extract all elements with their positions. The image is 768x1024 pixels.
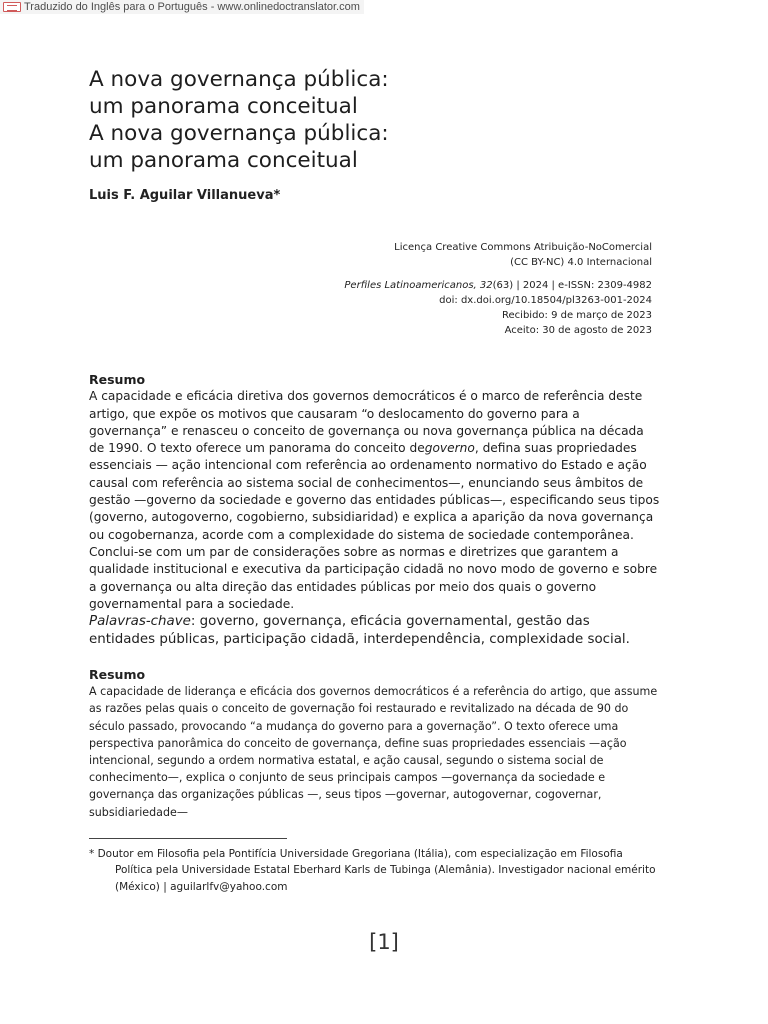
author-name: Luis F. Aguilar Villanueva* <box>89 188 281 203</box>
accepted-date: Aceito: 30 de agosto de 2023 <box>504 325 652 336</box>
translation-banner[interactable] <box>0 0 364 14</box>
received-date: Recibido: 9 de março de 2023 <box>502 310 652 321</box>
keywords-text: : governo, governança, eficácia governamental, gestão das entidades públicas, participação cidadã, interdependência, complexidade social. <box>89 614 630 647</box>
second-abstract-section <box>89 666 661 821</box>
journal-line <box>344 278 652 293</box>
license-line: Licença Creative Commons Atribuição-NoComercial <box>394 242 652 253</box>
keywords <box>89 613 649 649</box>
page-number: [1] <box>369 930 399 954</box>
title-line: A nova governança pública: <box>89 121 389 146</box>
author-footnote: * Doutor em Filosofia pela Pontifícia Universidade Gregoriana (Itália), com especialização em Filosofia Política pela Universidade Estatal Eberhard Karls de Tubinga (Alemânia). Investigador nacional emérito (México) | aguilarlfv@yahoo.com <box>89 848 656 893</box>
title-line: um panorama conceitual <box>89 94 358 119</box>
publication-meta <box>344 278 652 338</box>
abstract-text <box>89 388 661 613</box>
keywords-label: Palavras-chave <box>89 614 191 629</box>
license-line: (CC BY-NC) 4.0 Internacional <box>510 257 652 268</box>
title-line: A nova governança pública: <box>89 67 389 92</box>
abstract-italic-term: governo <box>424 441 475 456</box>
banner-text[interactable]: Traduzido do Inglês para o Português - www.onlinedoctranslator.com <box>24 1 360 13</box>
translate-icon <box>3 2 21 12</box>
license-block <box>394 240 652 270</box>
abstract-section <box>89 371 661 613</box>
second-abstract-text: A capacidade de liderança e eficácia dos governos democráticos é a referência do artigo, que assume as razões pelas quais o conceito de governação foi restaurado e revitalizado na década de 90 do século passado, provocando “a mudança do governo para a governação”. O texto oferece uma perspectiva panorâmica do conceito de governança, define suas propriedades essenciais —ação intencional, segundo a ordem normativa estatal, e ação causal, segundo o sistema social de conhecimento—, explica o conjunto de seus principais campos —governança da sociedade e governança das organizações públicas —, seus tipos —governar, autogovernar, cogovernar, subsidiariedade— <box>89 685 658 819</box>
footnote-divider <box>89 838 287 839</box>
abstract-heading: Resumo <box>89 372 146 387</box>
doi-line[interactable]: doi: dx.doi.org/10.18504/pl3263-001-2024 <box>439 295 652 306</box>
article-title <box>89 66 389 174</box>
title-line: um panorama conceitual <box>89 148 358 173</box>
second-abstract-heading: Resumo <box>89 667 146 682</box>
abstract-text-b: , defina suas propriedades essenciais — ação intencional com referência ao ordenamento normativo do Estado e ação causal com referência ao sistema social de conhecimentos—, enunciando seus âmbitos de gestão —governo da sociedade e governo das entidades públicas—, especificando seus tipos (governo, autogoverno, cogobierno, subsidiaridad) e explica a aparição da nova governança ou cogobernanza, acorde com a complexidade do sistema de sociedade contemporânea. Conclui-se com um par de considerações sobre as normas e diretrizes que garantem a qualidade institucional e executiva da participação cidadã no novo modo de governo e sobre a governança ou alta direção das entidades públicas por meio dos quais o governo governamental para a sociedade. <box>89 441 660 611</box>
journal-name: Perfiles Latinoamericanos, 32 <box>344 280 493 291</box>
journal-issue: (63) | 2024 | e-ISSN: 2309-4982 <box>492 280 652 291</box>
abstract-text-a: A capacidade e eficácia diretiva dos governos democráticos é o marco de referência deste artigo, que expõe os motivos que causaram “o deslocamento do governo para a governança” e renasceu o conceito de governança ou nova governança pública na década de 1990. O texto oferece um panorama do conceito de <box>89 389 644 456</box>
